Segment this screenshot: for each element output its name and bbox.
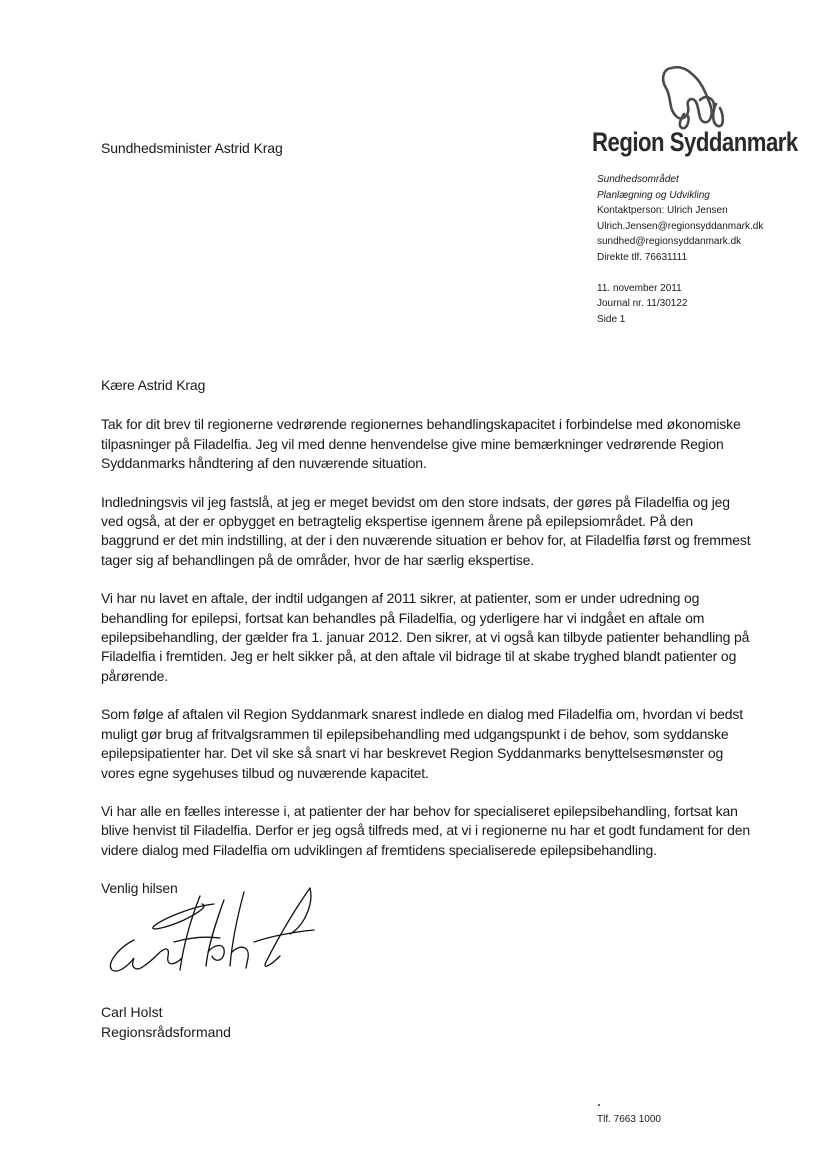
paragraph: Som følge af aftalen vil Region Syddanmark snarest indlede en dialog med Filadelfia om, hvordan vi bedst muligt gør brug af fritvalgsrammen til epilepsibehandling med udgangspunkt i de behov, som syddanske epilepsipatienter har. Det vil ske så snart vi har beskrevet Region Syddanmarks benyttelsesmønster og vores egne sygehuses tilbud og nuværende kapacitet. xyxy=(101,706,743,781)
signer-name: Carl Holst xyxy=(101,1004,163,1020)
closing: Venlig hilsen xyxy=(101,880,178,897)
region-syddanmark-logo-icon xyxy=(658,60,768,130)
sender-department: Sundhedsområdet xyxy=(597,174,679,185)
sender-unit: Planlægning og Udvikling xyxy=(597,189,710,201)
footer-phone: Tlf. 7663 1000 xyxy=(597,1114,661,1125)
signer-block xyxy=(101,1003,231,1042)
paragraph: Tak for dit brev til regionerne vedrørende regionernes behandlingskapacitet i forbindelse med økonomiske tilpasninger på Filadelfia. Jeg vil med denne henvendelse give mine bemærkninger vedrørende Region Syddanmarks håndtering af den nuværende situation. xyxy=(101,416,741,472)
sender-block xyxy=(597,172,763,266)
sender-contact: Kontaktperson: Ulrich Jensen xyxy=(597,205,728,217)
paragraph: Vi har alle en fælles interesse i, at patienter der har behov for specialiseret epilepsibehandling, fortsat kan blive henvist til Filadelfia. Derfor er jeg også tilfreds med, at vi i regionerne nu har et godt fundament for den videre dialog med Filadelfia om udviklingen af fremtidens specialiserede epilepsibehandling. xyxy=(101,802,751,858)
paragraph: Vi har nu lavet en aftale, der indtil udgangen af 2011 sikrer, at patienter, som er under udredning og behandling for epilepsi, fortsat kan behandles på Filadelfia, og yderligere har vi indgået en aftale om epilepsibehandling, der gælder fra 1. januar 2012. Den sikrer, at vi også kan tilbyde patienter behandling på Filadelfia i fremtiden. Jeg er helt sikker på, at den aftale vil bidrage til at skabe tryghed blandt patienter og pårørende. xyxy=(101,590,750,684)
letter-body xyxy=(101,376,751,918)
letter-date: 11. november 2011 xyxy=(597,283,682,294)
sender-email-general: sundhed@regionsyddanmark.dk xyxy=(597,236,742,248)
paragraph: Indledningsvis vil jeg fastslå, at jeg er meget bevidst om den store indsats, der gøres på Filadelfia og jeg ved også, at der er opbygget en betragtelig ekspertise igennem årene på epilepsiområdet. På den baggrund er det min indstilling, at der i den nuværende situation er behov for, at Filadelfia først og fremmest tager sig af behandlingen på de områder, hvor de har særlig ekspertise. xyxy=(101,493,751,568)
sender-phone: Direkte tlf. 76631111 xyxy=(597,251,688,263)
salutation: Kære Astrid Krag xyxy=(101,377,206,393)
journal-number: Journal nr. 11/30122 xyxy=(597,298,688,310)
recipient-address: Sundhedsminister Astrid Krag xyxy=(101,140,283,156)
signer-title: Regionsrådsformand xyxy=(101,1023,231,1040)
sender-email-personal: Ulrich.Jensen@regionsyddanmark.dk xyxy=(597,220,764,232)
signature-icon xyxy=(104,882,324,982)
organization-name: Region Syddanmark xyxy=(592,127,798,157)
page-number: Side 1 xyxy=(597,313,626,325)
footer-mark xyxy=(598,1104,600,1106)
letter-meta xyxy=(597,281,687,327)
